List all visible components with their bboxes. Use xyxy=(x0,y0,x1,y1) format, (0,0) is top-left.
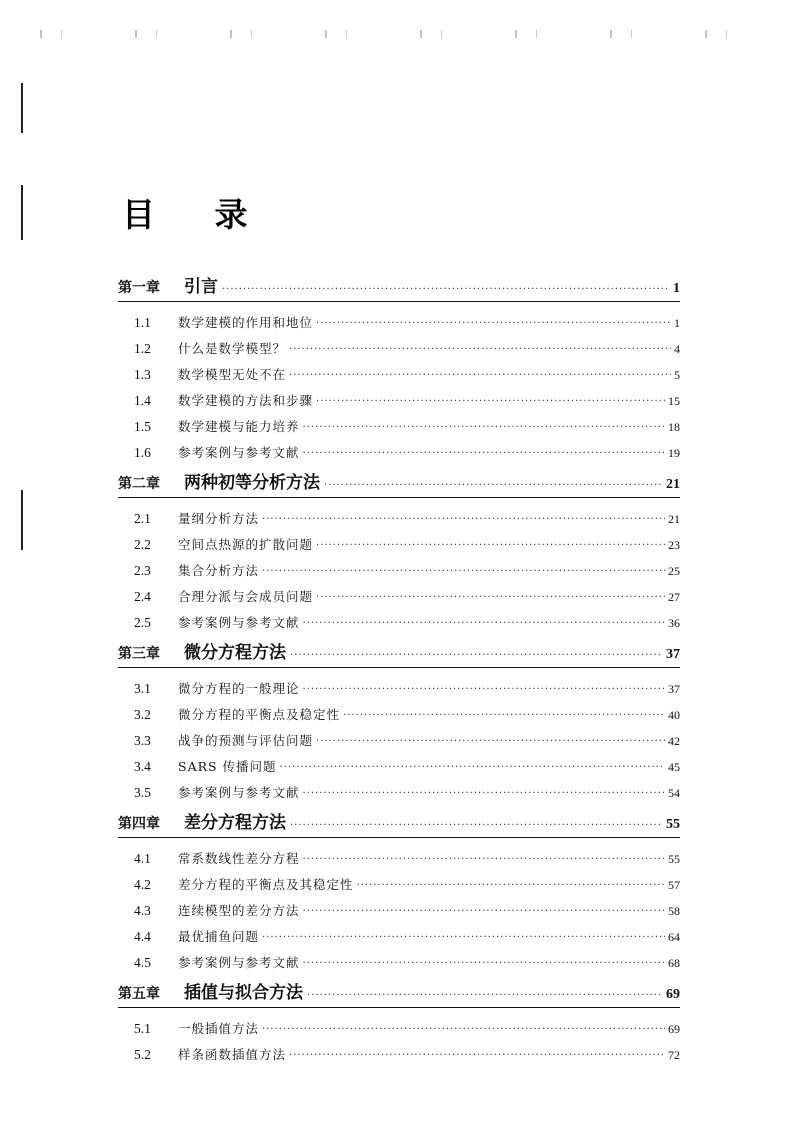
section-number: 3.5 xyxy=(134,785,151,800)
chapter-page-number: 69 xyxy=(666,987,680,1002)
toc-section xyxy=(118,386,680,412)
toc-section xyxy=(118,438,680,464)
chapter-title: 两种初等分析方法 xyxy=(184,473,320,493)
dot-leader xyxy=(262,565,665,579)
section-page-number: 25 xyxy=(668,564,680,578)
dot-leader xyxy=(262,931,665,945)
section-number: 2.4 xyxy=(134,589,151,604)
toc-section xyxy=(118,948,680,974)
section-title: 参考案例与参考文献 xyxy=(178,785,300,800)
chapter-page-number: 21 xyxy=(666,477,680,492)
section-title: 数学建模的方法和步骤 xyxy=(178,393,314,408)
margin-line xyxy=(21,185,23,240)
section-page-number: 42 xyxy=(668,734,680,748)
dot-leader xyxy=(303,617,665,631)
section-number: 5.1 xyxy=(134,1021,151,1036)
section-number: 2.2 xyxy=(134,537,151,552)
page-title: 目 录 xyxy=(122,195,272,234)
dot-leader xyxy=(280,761,665,775)
section-page-number: 40 xyxy=(668,708,680,722)
table-of-contents xyxy=(118,268,680,1066)
dot-leader xyxy=(303,787,665,801)
section-number: 4.4 xyxy=(134,929,151,944)
section-number: 1.3 xyxy=(134,367,151,382)
section-title: 连续模型的差分方法 xyxy=(178,903,300,918)
section-page-number: 23 xyxy=(668,538,680,552)
chapter-title: 引言 xyxy=(184,277,218,297)
chapter-label: 第二章 xyxy=(118,476,160,492)
section-page-number: 57 xyxy=(668,878,680,892)
toc-section xyxy=(118,1040,680,1066)
toc-section xyxy=(118,530,680,556)
toc-chapter xyxy=(118,974,680,1008)
section-page-number: 1 xyxy=(674,316,680,330)
toc-section xyxy=(118,608,680,634)
section-page-number: 19 xyxy=(668,446,680,460)
chapter-title: 差分方程方法 xyxy=(184,813,286,833)
section-number: 5.2 xyxy=(134,1047,151,1062)
toc-section xyxy=(118,726,680,752)
chapter-title: 插值与拟合方法 xyxy=(184,983,303,1003)
toc-section xyxy=(118,896,680,922)
chapter-page-number: 55 xyxy=(666,817,680,832)
dot-leader xyxy=(289,369,671,383)
dot-leader xyxy=(290,649,663,663)
section-title: 微分方程的平衡点及稳定性 xyxy=(178,707,341,722)
section-page-number: 69 xyxy=(668,1022,680,1036)
section-page-number: 5 xyxy=(674,368,680,382)
section-title: 一般插值方法 xyxy=(178,1021,260,1036)
dot-leader xyxy=(303,447,665,461)
dot-leader xyxy=(303,683,665,697)
chapter-label: 第三章 xyxy=(118,646,160,662)
section-page-number: 45 xyxy=(668,760,680,774)
section-number: 3.4 xyxy=(134,759,151,774)
toc-section xyxy=(118,308,680,334)
dot-leader xyxy=(357,879,665,893)
dot-leader xyxy=(290,819,663,833)
dot-leader xyxy=(307,989,663,1003)
dot-leader xyxy=(289,343,671,357)
dot-leader xyxy=(303,853,665,867)
dot-leader xyxy=(303,905,665,919)
section-number: 3.3 xyxy=(134,733,151,748)
dot-leader xyxy=(303,957,665,971)
section-title: 数学模型无处不在 xyxy=(178,367,287,382)
margin-line xyxy=(21,83,23,133)
dot-leader xyxy=(316,735,665,749)
section-page-number: 37 xyxy=(668,682,680,696)
section-title: 什么是数学模型？ xyxy=(178,341,287,356)
chapter-label: 第四章 xyxy=(118,816,160,832)
toc-chapter xyxy=(118,268,680,302)
chapter-title: 微分方程方法 xyxy=(184,643,286,663)
toc-section xyxy=(118,700,680,726)
section-title: 样条函数插值方法 xyxy=(178,1047,287,1062)
section-number: 2.1 xyxy=(134,511,151,526)
dot-leader xyxy=(324,479,663,493)
toc-section xyxy=(118,334,680,360)
section-number: 2.5 xyxy=(134,615,151,630)
section-page-number: 4 xyxy=(674,342,680,356)
section-number: 1.2 xyxy=(134,341,151,356)
section-number: 1.6 xyxy=(134,445,151,460)
section-title: 空间点热源的扩散问题 xyxy=(178,537,314,552)
toc-section xyxy=(118,556,680,582)
section-page-number: 64 xyxy=(668,930,680,944)
scan-artifact xyxy=(0,30,793,38)
section-page-number: 15 xyxy=(668,394,680,408)
section-number: 2.3 xyxy=(134,563,151,578)
dot-leader xyxy=(316,591,665,605)
section-number: 3.2 xyxy=(134,707,151,722)
section-number: 4.2 xyxy=(134,877,151,892)
section-title: 参考案例与参考文献 xyxy=(178,615,300,630)
section-page-number: 55 xyxy=(668,852,680,866)
toc-section xyxy=(118,844,680,870)
dot-leader xyxy=(303,421,665,435)
toc-section xyxy=(118,412,680,438)
section-number: 1.1 xyxy=(134,315,151,330)
toc-section xyxy=(118,582,680,608)
dot-leader xyxy=(222,283,670,297)
section-title: 战争的预测与评估问题 xyxy=(178,733,314,748)
section-number: 4.5 xyxy=(134,955,151,970)
section-title: 数学建模与能力培养 xyxy=(178,419,300,434)
section-title: 差分方程的平衡点及其稳定性 xyxy=(178,877,354,892)
dot-leader xyxy=(343,709,665,723)
section-number: 4.3 xyxy=(134,903,151,918)
section-number: 4.1 xyxy=(134,851,151,866)
dot-leader xyxy=(316,395,665,409)
margin-line xyxy=(21,490,23,550)
toc-section xyxy=(118,674,680,700)
toc-chapter xyxy=(118,634,680,668)
dot-leader xyxy=(262,513,665,527)
chapter-label: 第五章 xyxy=(118,986,160,1002)
chapter-page-number: 37 xyxy=(666,647,680,662)
toc-section xyxy=(118,870,680,896)
section-title: 量纲分析方法 xyxy=(178,511,260,526)
chapter-label: 第一章 xyxy=(118,280,160,296)
section-title: 最优捕鱼问题 xyxy=(178,929,260,944)
section-title: 集合分析方法 xyxy=(178,563,260,578)
section-page-number: 18 xyxy=(668,420,680,434)
toc-section xyxy=(118,360,680,386)
section-number: 1.4 xyxy=(134,393,151,408)
dot-leader xyxy=(316,539,665,553)
section-title: 参考案例与参考文献 xyxy=(178,445,300,460)
toc-section xyxy=(118,752,680,778)
section-number: 1.5 xyxy=(134,419,151,434)
section-page-number: 54 xyxy=(668,786,680,800)
toc-section xyxy=(118,504,680,530)
section-title: 合理分派与会成员问题 xyxy=(178,589,314,604)
section-title: 数学建模的作用和地位 xyxy=(178,315,314,330)
toc-section xyxy=(118,778,680,804)
toc-chapter xyxy=(118,804,680,838)
section-page-number: 27 xyxy=(668,590,680,604)
section-page-number: 36 xyxy=(668,616,680,630)
toc-section xyxy=(118,922,680,948)
section-title: SARS 传播问题 xyxy=(178,759,277,774)
dot-leader xyxy=(262,1023,665,1037)
section-number: 3.1 xyxy=(134,681,151,696)
section-title: 常系数线性差分方程 xyxy=(178,851,300,866)
section-page-number: 58 xyxy=(668,904,680,918)
section-page-number: 72 xyxy=(668,1048,680,1062)
section-page-number: 21 xyxy=(668,512,680,526)
toc-section xyxy=(118,1014,680,1040)
toc-chapter xyxy=(118,464,680,498)
section-title: 微分方程的一般理论 xyxy=(178,681,300,696)
dot-leader xyxy=(316,317,671,331)
dot-leader xyxy=(289,1049,665,1063)
section-page-number: 68 xyxy=(668,956,680,970)
section-title: 参考案例与参考文献 xyxy=(178,955,300,970)
chapter-page-number: 1 xyxy=(673,281,680,296)
